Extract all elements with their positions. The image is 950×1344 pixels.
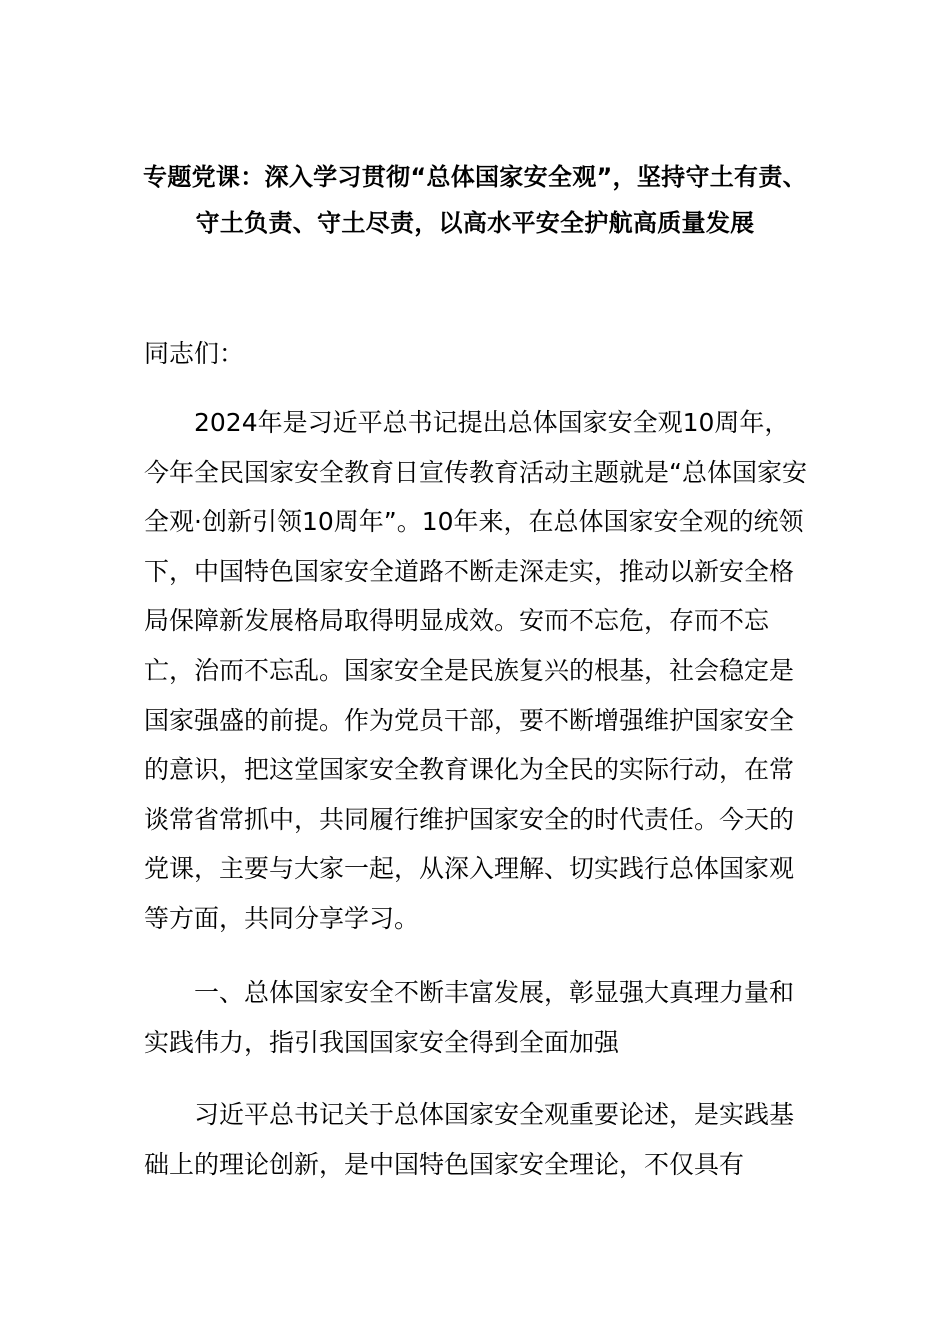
paragraph-section-1: 习近平总书记关于总体国家安全观重要论述，是实践基础上的理论创新，是中国特色国家安全理论，不仅具有 (144, 1100, 795, 1179)
greeting: 同志们： (144, 339, 245, 368)
paragraph-intro: 2024年是习近平总书记提出总体国家安全观10周年，今年全民国家安全教育日宣传教育活动主题就是“总体国家安全观·创新引领10周年”。10年来，在总体国家安全观的统领下，中国特色国家安全道路不断走深走实，推动以新安全格局保障新发展格局取得明显成效。安而不忘危，存而不忘亡，治而不忘乱。国家安全是民族复兴的根基，社会稳定是国家强盛的前提。作为党员干部，要不断增强维护国家安全的意识，把这堂国家安全教育课化为全民的实际行动，在常谈常省常抓中，共同履行维护国家安全的时代责任。今天的党课，主要与大家一起，从深入理解、切实践行总体国家观等方面，共同分享学习。 (144, 408, 807, 933)
document-title: 专题党课：深入学习贯彻“总体国家安全观”，坚持守土有责、守土负责、守土尽责，以高水平安全护航高质量发展 (143, 163, 807, 237)
section-heading-1: 一、总体国家安全不断丰富发展，彰显强大真理力量和实践伟力，指引我国国家安全得到全面加强 (144, 978, 795, 1057)
